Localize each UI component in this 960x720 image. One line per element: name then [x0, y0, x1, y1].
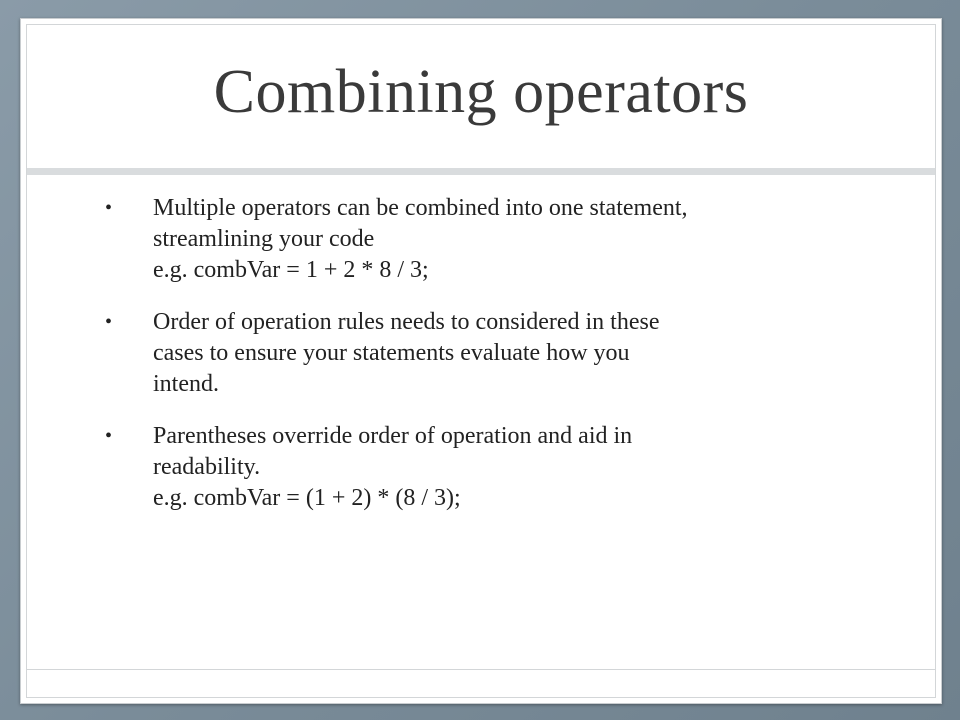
bullet-icon: • — [105, 311, 113, 333]
bullet-text-line: Multiple operators can be combined into one statement, — [153, 195, 688, 221]
bullet-icon: • — [105, 197, 113, 219]
bullet-text-line: Parentheses override order of operation and aid in — [153, 423, 633, 449]
slide-canvas — [20, 18, 942, 704]
bullet-text-line: intend. — [153, 371, 219, 397]
bullet-icon: • — [105, 425, 113, 447]
bullet-code-example: e.g. combVar = (1 + 2) * (8 / 3); — [153, 485, 461, 511]
bullet-list — [105, 193, 865, 535]
bullet-text-line: readability. — [153, 454, 261, 480]
slide-title: Combining operators — [213, 57, 749, 126]
bullet-text-line: Order of operation rules needs to considered in these — [153, 309, 660, 335]
bullet-text-line: cases to ensure your statements evaluate how you — [153, 340, 630, 366]
bullet-item — [105, 307, 865, 400]
title-area — [27, 25, 935, 169]
bullet-item — [105, 193, 865, 286]
bullet-text-line: streamlining your code — [153, 226, 375, 252]
title-divider — [27, 168, 935, 175]
bullet-item — [105, 421, 865, 514]
footer-divider — [27, 669, 935, 670]
bullet-code-example: e.g. combVar = 1 + 2 * 8 / 3; — [153, 257, 429, 283]
